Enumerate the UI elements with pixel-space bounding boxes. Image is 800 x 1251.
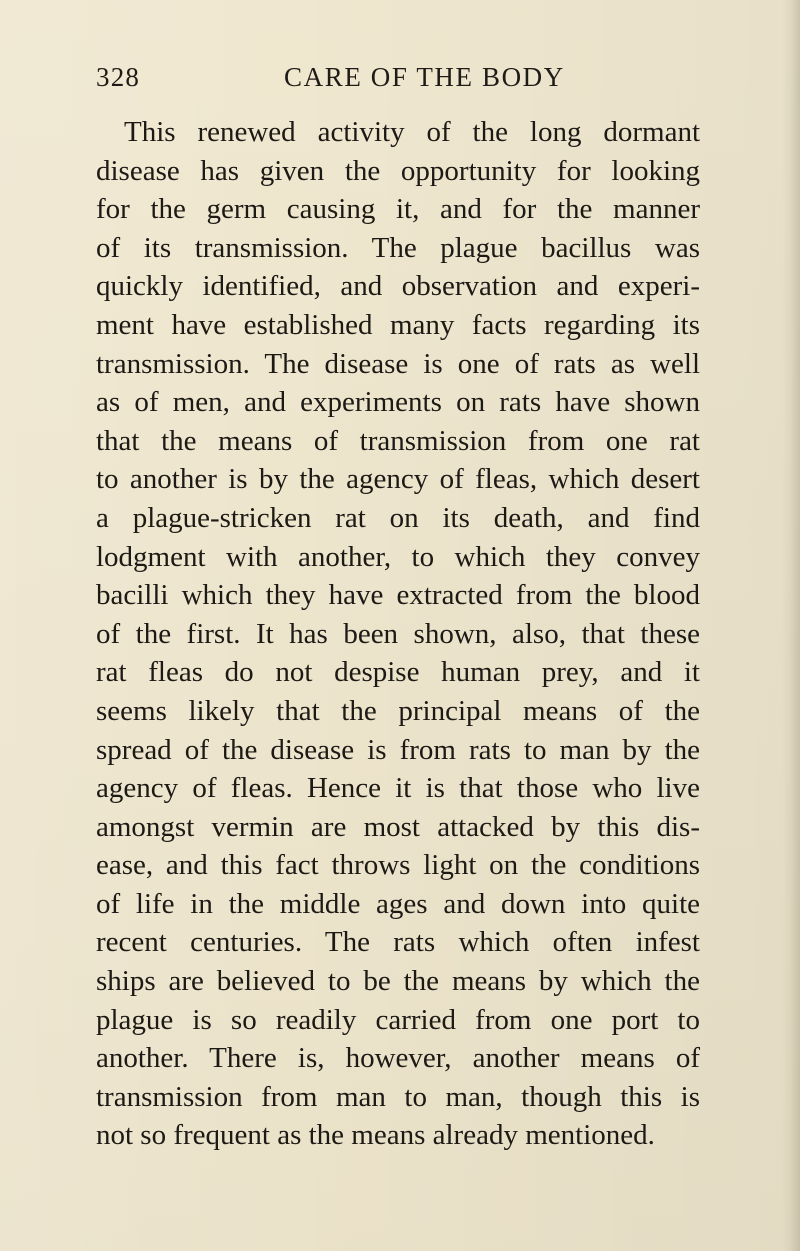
text-line: a plague-stricken rat on its death, and find xyxy=(96,501,700,534)
text-line: ment have established many facts regarding its xyxy=(96,308,700,341)
text-line: spread of the disease is from rats to man by the xyxy=(96,733,700,766)
text-line: amongst vermin are most attacked by this dis- xyxy=(96,810,700,843)
text-line: ships are believed to be the means by which the xyxy=(96,965,700,998)
page-header xyxy=(96,62,696,96)
text-line: of the first. It has been shown, also, that these xyxy=(96,617,700,650)
text-line: ease, and this fact throws light on the conditions xyxy=(96,849,700,882)
text-line: bacilli which they have extracted from the blood xyxy=(96,579,700,612)
text-line: This renewed activity of the long dormant xyxy=(124,116,700,148)
text-line: disease has given the opportunity for looking xyxy=(96,154,700,187)
text-line: transmission from man to man, though this is xyxy=(96,1080,700,1113)
page-edge-shadow xyxy=(782,0,800,1251)
body-paragraph xyxy=(96,113,700,1155)
text-line: quickly identified, and observation and experi- xyxy=(96,270,700,303)
text-line: not so frequent as the means already mentioned. xyxy=(96,1119,655,1152)
text-line: to another is by the agency of fleas, which desert xyxy=(96,463,700,496)
text-line: plague is so readily carried from one port to xyxy=(96,1003,700,1036)
text-line: recent centuries. The rats which often infest xyxy=(96,926,700,959)
text-line: rat fleas do not despise human prey, and it xyxy=(96,656,700,689)
page-number: 328 xyxy=(96,62,141,92)
text-line: for the germ causing it, and for the manner xyxy=(96,193,700,226)
text-line: agency of fleas. Hence it is that those who live xyxy=(96,772,700,805)
text-line: another. There is, however, another means of xyxy=(96,1042,700,1075)
text-line: transmission. The disease is one of rats as well xyxy=(96,347,700,380)
text-line: lodgment with another, to which they convey xyxy=(96,540,700,573)
text-line: of life in the middle ages and down into quite xyxy=(96,887,700,920)
text-line: seems likely that the principal means of the xyxy=(96,694,700,727)
running-head: CARE OF THE BODY xyxy=(284,62,565,92)
text-line: that the means of transmission from one rat xyxy=(96,424,700,457)
text-line: of its transmission. The plague bacillus was xyxy=(96,231,700,264)
text-line: as of men, and experiments on rats have shown xyxy=(96,386,700,419)
